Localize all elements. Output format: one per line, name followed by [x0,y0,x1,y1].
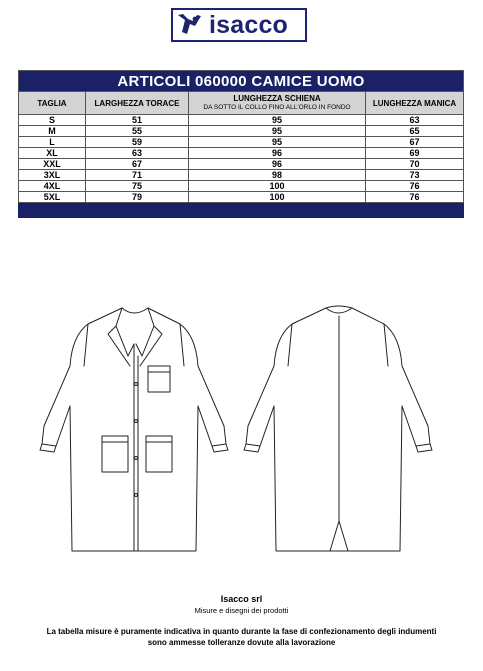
cell-chest: 67 [86,159,189,170]
cell-back: 100 [189,192,366,203]
cell-size: 5XL [19,192,86,203]
table-row [19,126,464,137]
cell-sleeve: 76 [366,192,464,203]
cell-back: 95 [189,137,366,148]
coat-front-drawing [40,308,228,551]
cell-back: 100 [189,181,366,192]
cell-back: 96 [189,159,366,170]
cell-sleeve: 73 [366,170,464,181]
figure-logo-icon [175,12,207,38]
company-name: Isacco srl [220,594,263,604]
cell-sleeve: 76 [366,181,464,192]
table-row [19,170,464,181]
table-title: ARTICOLI 060000 CAMICE UOMO [19,71,464,92]
table-row [19,148,464,159]
cell-size: 4XL [19,181,86,192]
cell-back: 95 [189,126,366,137]
caption: Misure e disegni dei prodotti [194,606,289,615]
cell-back: 96 [189,148,366,159]
cell-chest: 63 [86,148,189,159]
brand-name: isacco [209,11,289,39]
cell-sleeve: 69 [366,148,464,159]
cell-sleeve: 63 [366,115,464,126]
table-footer-bar [19,203,464,218]
cell-back: 95 [189,115,366,126]
brand-logo [171,8,307,42]
table-row [19,115,464,126]
header-back-length-sub: DA SOTTO IL COLLO FINO ALL'ORLO IN FONDO [203,104,351,111]
cell-chest: 79 [86,192,189,203]
cell-sleeve: 67 [366,137,464,148]
cell-sleeve: 65 [366,126,464,137]
table-row [19,159,464,170]
cell-size: S [19,115,86,126]
cell-sleeve: 70 [366,159,464,170]
header-back-length [189,92,366,115]
header-chest: LARGHEZZA TORACE [86,92,189,115]
cell-size: XXL [19,159,86,170]
table-row [19,137,464,148]
garment-drawings [30,296,455,571]
table-row [19,181,464,192]
cell-chest: 51 [86,115,189,126]
coat-back-drawing [244,306,432,551]
disclaimer-line-1: La tabella misure è puramente indicativa in quanto durante la fase di confezionamento degli indumenti [46,627,437,636]
cell-chest: 71 [86,170,189,181]
table-row [19,192,464,203]
header-back-length-label: LUNGHEZZA SCHIENA [233,94,321,103]
cell-size: XL [19,148,86,159]
disclaimer-line-2: sono ammesse tolleranze dovute alla lavorazione [147,638,336,647]
cell-chest: 55 [86,126,189,137]
size-table [18,70,464,218]
cell-size: 3XL [19,170,86,181]
cell-size: L [19,137,86,148]
cell-chest: 75 [86,181,189,192]
header-size: TAGLIA [19,92,86,115]
cell-size: M [19,126,86,137]
cell-chest: 59 [86,137,189,148]
header-sleeve: LUNGHEZZA MANICA [366,92,464,115]
cell-back: 98 [189,170,366,181]
